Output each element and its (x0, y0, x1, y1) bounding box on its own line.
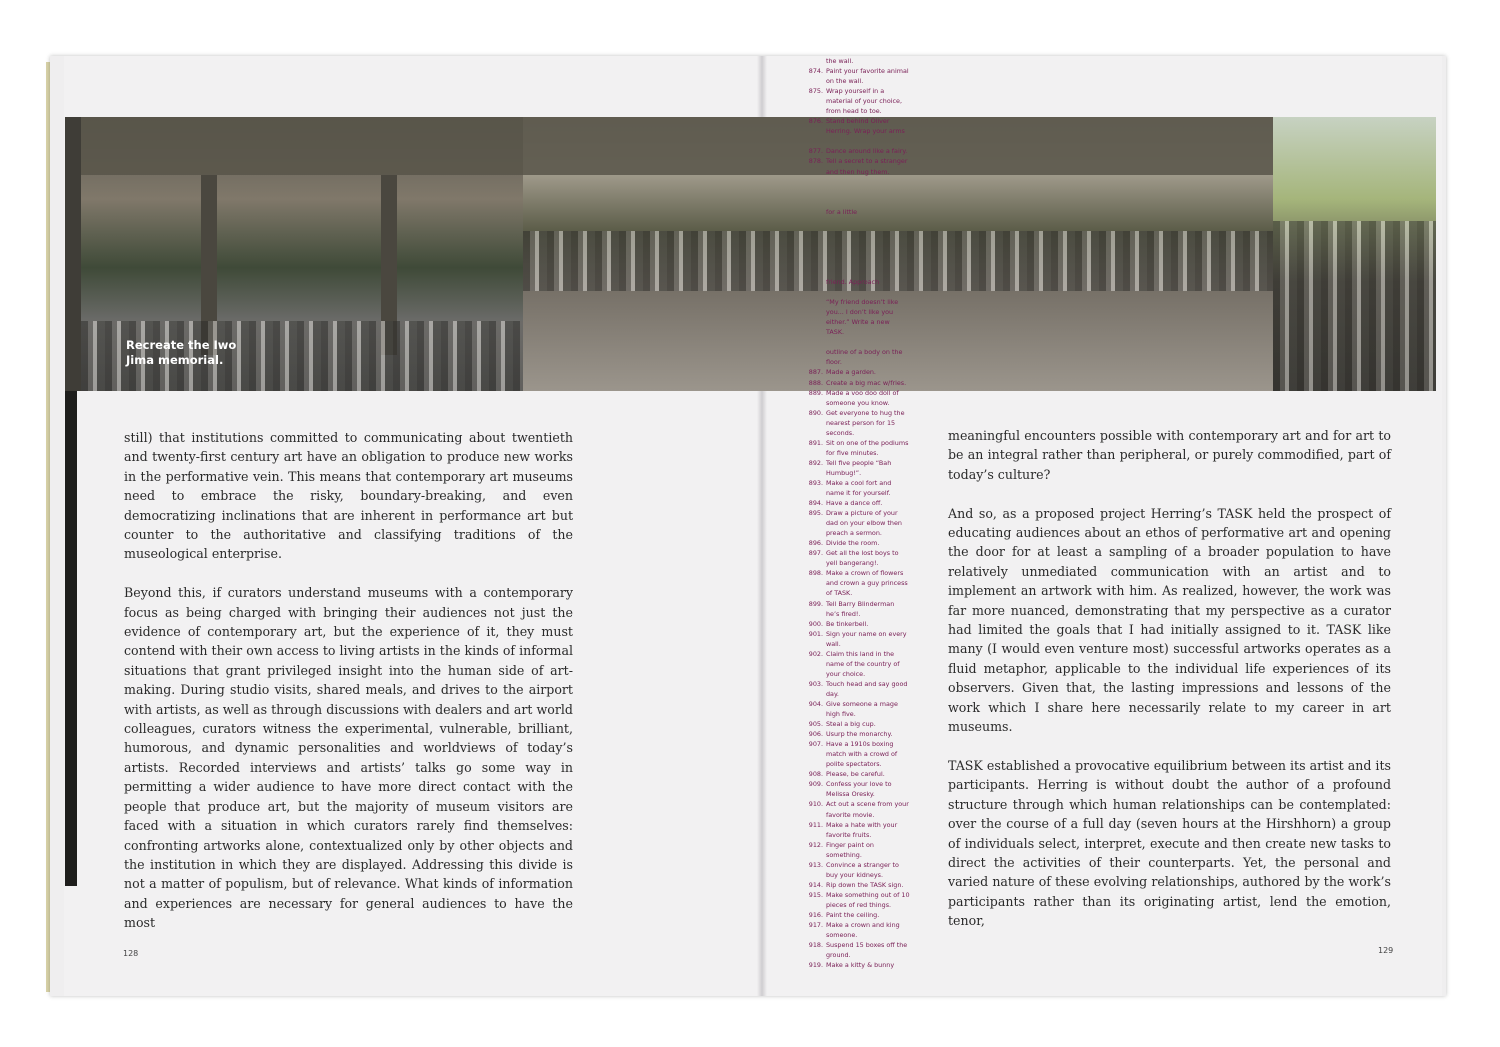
task-number (801, 759, 826, 769)
task-text: Be tinkerbell. (826, 619, 869, 628)
task-list-item (801, 297, 917, 307)
task-number: 908. (808, 770, 823, 779)
task-number (801, 267, 826, 277)
task-list-item (801, 659, 917, 669)
task-list-item (801, 508, 917, 518)
task-text: Made a voo doo doll of (826, 388, 899, 397)
task-list-item (801, 599, 917, 609)
photo-participants-standing (1273, 117, 1436, 391)
task-text (826, 237, 917, 247)
task-text: someone you know. (826, 398, 890, 407)
task-list-item (801, 960, 917, 970)
task-number (801, 217, 826, 227)
task-text: name of the country of (826, 659, 900, 668)
task-number: 901. (808, 629, 823, 638)
task-text: Paint your favorite animal (826, 67, 909, 76)
task-list (801, 56, 917, 994)
task-text: day. (826, 689, 839, 698)
task-number (801, 96, 826, 106)
task-number: 916. (808, 910, 823, 919)
task-text (826, 287, 917, 297)
task-number (801, 257, 826, 267)
task-list-item (801, 187, 917, 197)
right-paragraph-3: TASK established a provocative equilibrium between its artist and its participants. Herring is without doubt the author of a profound structure through which human relationships can be contemplated: over the course of a full day (seven hours at the Hirshhorn) a group of individuals select, interpret, execute and then create new tasks to direct the activities of their counterparts. Yet, the personal and varied nature of these evolving relationships, authored by the work’s participants rather than its originating artist, lend the emotion, tenor, (948, 757, 1391, 929)
task-number: 877. (808, 147, 823, 156)
task-list-item (801, 277, 917, 287)
task-number: 905. (808, 720, 823, 729)
task-number: 903. (808, 679, 823, 688)
task-text: buy your kidneys. (826, 870, 883, 879)
task-number (801, 518, 826, 528)
task-text (826, 227, 917, 237)
task-list-item (801, 86, 917, 96)
task-number (801, 448, 826, 458)
task-text: Make something out of 10 (826, 890, 910, 899)
task-list-item (801, 56, 917, 66)
task-list-item (801, 207, 917, 217)
task-list-item (801, 317, 917, 327)
task-list-item (801, 769, 917, 779)
task-number: 892. (808, 458, 823, 467)
task-list-item (801, 237, 917, 247)
task-text: friend. Approach (826, 278, 880, 287)
task-list-item (801, 629, 917, 639)
task-list-item (801, 177, 917, 187)
photo-caption: Recreate the Iwo Jima memorial. (126, 338, 237, 367)
task-number (801, 870, 826, 880)
task-number (801, 488, 826, 498)
task-list-item (801, 116, 917, 126)
task-number (801, 307, 826, 317)
task-text: Make a kitty & bunny (826, 961, 895, 970)
task-number: 912. (808, 840, 823, 849)
task-number (801, 56, 826, 66)
task-list-item (801, 106, 917, 116)
task-text: Make a crown and king (826, 921, 900, 930)
task-list-item (801, 66, 917, 76)
task-text: Convince a stranger to (826, 860, 899, 869)
task-list-item (801, 327, 917, 337)
task-number (801, 247, 826, 257)
task-number (801, 76, 826, 86)
task-number: 878. (808, 157, 823, 166)
task-list-item (801, 719, 917, 729)
task-number: 917. (808, 921, 823, 930)
task-number (801, 578, 826, 588)
task-number (801, 347, 826, 357)
task-number: 911. (808, 820, 823, 829)
task-number (801, 850, 826, 860)
task-text: Usurp the monarchy. (826, 730, 893, 739)
task-number (801, 930, 826, 940)
task-list-item (801, 910, 917, 920)
page-number-left: 128 (123, 949, 139, 958)
task-list-item (801, 458, 917, 468)
task-text: for five minutes. (826, 448, 879, 457)
task-number (801, 528, 826, 538)
task-text: and then hug them. (826, 167, 890, 176)
task-number: 899. (808, 599, 823, 608)
task-list-item (801, 779, 917, 789)
task-list-item (801, 197, 917, 207)
task-list-item (801, 578, 917, 588)
task-list-item (801, 468, 917, 478)
task-list-item (801, 850, 917, 860)
task-list-item (801, 920, 917, 930)
task-number (801, 588, 826, 598)
task-number: 890. (808, 408, 823, 417)
task-text: from head to toe. (826, 107, 882, 116)
task-text: Have a 1910s boxing (826, 740, 894, 749)
task-text: Tell Barry Blinderman (826, 599, 895, 608)
task-number (801, 287, 826, 297)
task-text: polite spectators. (826, 760, 882, 769)
task-list-item (801, 940, 917, 950)
task-number (801, 669, 826, 679)
task-number (801, 830, 826, 840)
task-text: Finger paint on (826, 840, 874, 849)
task-text: material of your choice, (826, 97, 903, 106)
task-text: Steal a big cup. (826, 720, 876, 729)
task-number (801, 659, 826, 669)
task-text: Give someone a mage (826, 700, 898, 708)
task-number: 918. (808, 941, 823, 950)
task-list-item (801, 950, 917, 960)
task-list-item (801, 930, 917, 940)
task-number (801, 317, 826, 327)
task-number (801, 227, 826, 237)
task-list-item (801, 518, 917, 528)
task-list-item (801, 448, 917, 458)
task-number (801, 136, 826, 146)
task-number: 896. (808, 539, 823, 548)
right-paragraph-1: meaningful encounters possible with contemporary art and for art to be an integral rather than peripheral, or purely commodified, part of today’s culture? (948, 428, 1391, 482)
task-list-item (801, 267, 917, 277)
task-text: yell bangerang!. (826, 559, 879, 568)
task-text: Touch head and say good (826, 679, 908, 688)
task-number: 888. (808, 378, 823, 387)
task-number: 895. (808, 509, 823, 518)
task-list-item (801, 568, 917, 578)
task-number: 874. (808, 67, 823, 76)
right-body-text (948, 426, 1391, 950)
task-number: 889. (808, 388, 823, 397)
task-text: pieces of red things. (826, 900, 892, 909)
task-text: Wrap yourself in a (826, 87, 885, 96)
task-list-item (801, 388, 917, 398)
task-text: Dance around like a fairy. (826, 147, 908, 156)
task-list-item (801, 739, 917, 749)
task-list-item (801, 729, 917, 739)
task-text: seconds. (826, 428, 855, 437)
task-list-item (801, 810, 917, 820)
task-list-item (801, 428, 917, 438)
task-number (801, 297, 826, 307)
photo-strip (65, 117, 1436, 391)
task-number: 909. (808, 780, 823, 789)
task-text: something. (826, 850, 862, 859)
task-number (801, 337, 826, 347)
task-list-item (801, 759, 917, 769)
task-text: and crown a guy princess (826, 579, 908, 588)
task-list-item (801, 679, 917, 689)
task-number (801, 468, 826, 478)
task-text: “My friend doesn’t like (826, 298, 899, 307)
task-list-item (801, 398, 917, 408)
task-text: preach a sermon. (826, 529, 882, 538)
task-text: Paint the ceiling. (826, 910, 880, 919)
task-list-item (801, 619, 917, 629)
task-number: 898. (808, 569, 823, 578)
task-number (801, 689, 826, 699)
task-list-item (801, 588, 917, 598)
task-list-item (801, 156, 917, 166)
task-list-item (801, 498, 917, 508)
task-list-item (801, 478, 917, 488)
task-list-item (801, 367, 917, 377)
task-list-item (801, 76, 917, 86)
task-number (801, 639, 826, 649)
task-text: Get everyone to hug the (826, 408, 905, 417)
task-list-item (801, 136, 917, 146)
task-text: on the wall. (826, 77, 864, 86)
task-text: Draw a picture of your (826, 509, 898, 518)
task-text: Make a crown of flowers (826, 569, 904, 578)
task-list-item (801, 860, 917, 870)
task-number: 891. (808, 438, 823, 447)
task-number (801, 167, 826, 177)
task-text: favorite movie. (826, 810, 875, 819)
task-text (826, 187, 917, 197)
task-text: nearest person for 15 (826, 418, 896, 427)
task-list-item (801, 820, 917, 830)
task-text: floor. (826, 358, 842, 367)
task-number (801, 428, 826, 438)
task-list-item (801, 287, 917, 297)
task-text: either.” Write a new (826, 318, 890, 327)
task-list-item (801, 840, 917, 850)
task-list-item (801, 378, 917, 388)
right-paragraph-2: And so, as a proposed project Herring’s TASK held the prospect of educating audiences about an ethos of performative art and opening the door for at least a sampling of a broader population to have relatively unmediated communication with an artist and to implement an artwork with him. As realized, however, the work was far more nuanced, demonstrating that my perspective as a curator had limited the goals that I had initially assigned to it. TASK like many (I would even venture most) successful artworks operates as a fluid metaphor, applicable to the individual life experiences of its observers. Given that, the lasting impressions and lessons of the work which I share here necessarily relate to my career in art museums. (948, 505, 1391, 735)
task-list-item (801, 649, 917, 659)
task-text: favorite fruits. (826, 830, 872, 839)
task-number: 887. (808, 368, 823, 377)
task-number: 875. (808, 87, 823, 96)
task-text: Divide the room. (826, 539, 880, 548)
task-number (801, 237, 826, 247)
task-text: high five. (826, 710, 856, 719)
task-list-item (801, 749, 917, 759)
task-text (826, 217, 917, 227)
task-number (801, 609, 826, 619)
task-text: Tell a secret to a stranger (826, 157, 908, 166)
task-text: you... I don’t like you (826, 308, 894, 317)
task-number (801, 187, 826, 197)
task-text: Act out a scene from your (826, 800, 909, 809)
task-number (801, 207, 826, 217)
task-list-item (801, 558, 917, 568)
task-list-item (801, 639, 917, 649)
task-number (801, 398, 826, 408)
task-number (801, 327, 826, 337)
task-number: 893. (808, 478, 823, 487)
task-text: Melissa Oresky. (826, 790, 875, 799)
task-text: Claim this land in the (826, 649, 895, 658)
task-text: Herring. Wrap your arms (826, 127, 905, 136)
task-list-item (801, 438, 917, 448)
task-list-item (801, 669, 917, 679)
page-edge-bar (65, 391, 77, 886)
task-text: wall. (826, 639, 841, 648)
task-number (801, 106, 826, 116)
task-number: 897. (808, 549, 823, 558)
task-list-item (801, 488, 917, 498)
task-text: name it for yourself. (826, 489, 891, 498)
task-text: match with a crowd of (826, 750, 898, 759)
task-text: someone. (826, 931, 858, 940)
task-list-item (801, 418, 917, 428)
task-list-item (801, 96, 917, 106)
task-text: TASK. (826, 328, 845, 337)
task-number: 919. (808, 961, 823, 970)
task-text (826, 136, 917, 146)
task-text (826, 337, 917, 347)
task-list-item (801, 217, 917, 227)
task-text: Please, be careful. (826, 770, 885, 779)
task-text: outline of a body on the (826, 348, 903, 357)
task-text: dad on your elbow then (826, 519, 902, 528)
task-text (826, 177, 917, 187)
page-number-right: 129 (1378, 946, 1394, 955)
task-number (801, 789, 826, 799)
task-list-item (801, 146, 917, 156)
task-text: Make a cool fort and (826, 478, 892, 487)
task-text: Tell five people “Bah (826, 458, 892, 467)
task-list-item (801, 528, 917, 538)
task-list-item (801, 830, 917, 840)
task-text: of TASK. (826, 589, 853, 598)
task-text: Have a dance off. (826, 499, 883, 508)
task-text: the wall. (826, 57, 854, 65)
task-text: Create a big mac w/fries. (826, 378, 907, 387)
task-text (826, 247, 917, 257)
task-number: 915. (808, 890, 823, 899)
task-text: Rip down the TASK sign. (826, 880, 904, 889)
task-list-item (801, 870, 917, 880)
task-number: 907. (808, 740, 823, 749)
task-number (801, 709, 826, 719)
task-text: Sign your name on every (826, 629, 907, 638)
task-number (801, 277, 826, 287)
task-text: Sit on one of the podiums (826, 438, 909, 447)
task-number: 876. (808, 117, 823, 126)
task-number: 900. (808, 619, 823, 628)
task-text: Confess your love to (826, 780, 892, 789)
task-list-item (801, 799, 917, 809)
task-text: Made a garden. (826, 368, 876, 377)
task-number (801, 357, 826, 367)
task-list-item (801, 789, 917, 799)
task-number (801, 558, 826, 568)
task-text (826, 257, 917, 267)
left-paragraph-2: Beyond this, if curators understand museums with a contemporary focus as being charged with bringing their audiences not just the evidence of contemporary art, but the experience of it, they must contend with their own access to living artists in the kinds of informal situations that grant privileged insight into the human side of art-making. During studio visits, shared meals, and drives to the airport with artists, as well as through discussions with dealers and art world colleagues, curators witness the experimental, vulnerable, brilliant, humorous, and dynamic personalities and worldviews of today’s artists. Recorded interviews and artists’ talks go some way in permitting a wider audience to have more direct contact with the people that produce art, but the majority of museum visitors are faced with a situation in which curators rarely find themselves: confronting artworks alone, contextualized only by other objects and the institution in which they are displayed. Addressing this divide is not a matter of populism, but of relevance. What kinds of information and experiences are necessary for general audiences to have the most (124, 585, 573, 931)
task-number (801, 197, 826, 207)
task-number: 904. (808, 700, 823, 708)
task-list-item (801, 609, 917, 619)
task-list-item (801, 890, 917, 900)
task-list-item (801, 257, 917, 267)
task-text (826, 267, 917, 277)
task-number (801, 126, 826, 136)
task-number (801, 950, 826, 960)
task-text (826, 197, 917, 207)
task-text: Get all the lost boys to (826, 549, 899, 558)
task-list-item (801, 337, 917, 347)
task-list-item (801, 689, 917, 699)
task-number (801, 749, 826, 759)
left-body-text (124, 428, 573, 952)
task-text: Stand behind Oliver (826, 117, 890, 126)
task-list-item (801, 548, 917, 558)
task-number: 894. (808, 499, 823, 508)
task-text: Suspend 15 boxes off the (826, 941, 908, 950)
task-number: 914. (808, 880, 823, 889)
task-list-item (801, 126, 917, 136)
task-list-item (801, 227, 917, 237)
task-list-item (801, 699, 917, 709)
task-number: 906. (808, 730, 823, 739)
task-number: 902. (808, 649, 823, 658)
task-text: Make a hate with your (826, 820, 898, 829)
task-list-item (801, 709, 917, 719)
task-list-item (801, 347, 917, 357)
task-list-item (801, 900, 917, 910)
task-text: he’s fired!. (826, 609, 861, 618)
task-list-item (801, 247, 917, 257)
task-number: 910. (808, 800, 823, 809)
task-number (801, 418, 826, 428)
task-text: for a little (826, 207, 858, 216)
task-number: 913. (808, 860, 823, 869)
task-list-item (801, 307, 917, 317)
task-text: Humbug!”. (826, 468, 862, 477)
task-list-item (801, 167, 917, 177)
task-list-item (801, 880, 917, 890)
task-list-item (801, 538, 917, 548)
task-number (801, 900, 826, 910)
task-text: your choice. (826, 669, 866, 678)
task-list-item (801, 408, 917, 418)
task-number (801, 177, 826, 187)
left-paragraph-1: still) that institutions committed to communicating about twentieth and twenty-first century art have an obligation to produce new works in the performative vein. This means that contemporary art museums need to embrace the risky, boundary-breaking, and even democratizing inclinations that are inherent in performance art but counter to the authoritative and classifying traditions of the museological enterprise. (124, 430, 573, 562)
task-list-item (801, 357, 917, 367)
task-text: ground. (826, 951, 851, 960)
task-number (801, 810, 826, 820)
